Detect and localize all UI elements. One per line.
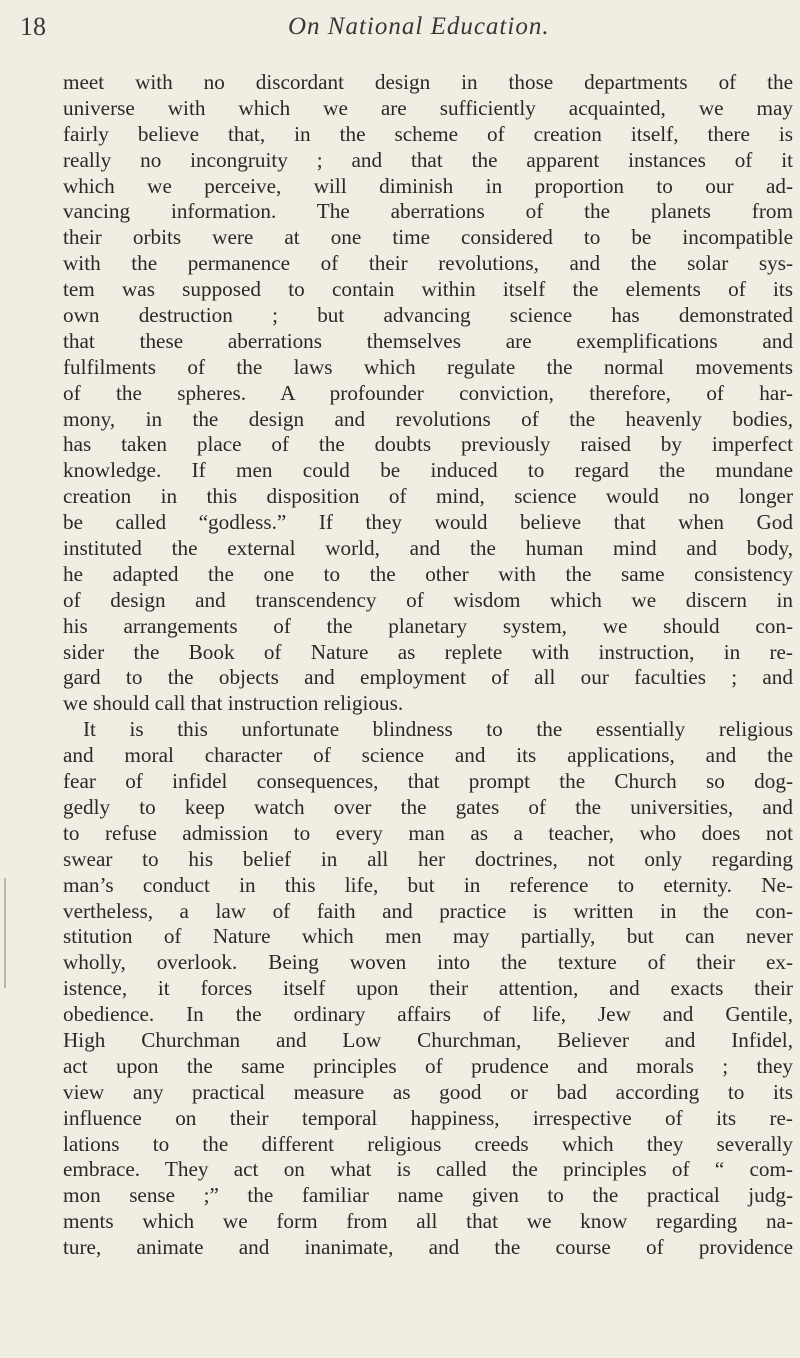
text-line: man’s conduct in this life, but in reference to eternity. Ne-: [63, 872, 793, 897]
text-line: ture, animate and inanimate, and the course of providence: [63, 1235, 793, 1260]
paragraph-start-line: It is this unfortunate blindness to the essentially religious: [83, 717, 793, 742]
text-line: mon sense ;” the familiar name given to the practical judg-: [63, 1183, 793, 1208]
text-line: of design and transcendency of wisdom which we discern in: [63, 587, 793, 612]
text-line: fulfilments of the laws which regulate the normal movements: [63, 354, 793, 379]
page-number: 18: [20, 12, 46, 41]
text-line: tem was supposed to contain within itself the elements of its: [63, 277, 793, 302]
text-line: mony, in the design and revolutions of the heavenly bodies,: [63, 406, 793, 431]
text-line: which we perceive, will diminish in proportion to our ad-: [63, 173, 793, 198]
text-line: act upon the same principles of prudence and morals ; they: [63, 1053, 793, 1078]
text-line: knowledge. If men could be induced to regard the mundane: [63, 458, 793, 483]
text-line: fear of infidel consequences, that prompt the Church so dog-: [63, 769, 793, 794]
text-line: instituted the external world, and the human mind and body,: [63, 536, 793, 561]
text-line: wholly, overlook. Being woven into the texture of their ex-: [63, 950, 793, 975]
text-line: fairly believe that, in the scheme of creation itself, there is: [63, 121, 793, 146]
text-line: with the permanence of their revolutions, and the solar sys-: [63, 251, 793, 276]
running-title: On National Education.: [288, 13, 550, 40]
text-line: be called “godless.” If they would believe that when God: [63, 510, 793, 535]
text-line: universe with which we are sufficiently acquainted, we may: [63, 95, 793, 120]
text-line: we should call that instruction religious.: [63, 691, 404, 716]
text-line: swear to his belief in all her doctrines, not only regarding: [63, 846, 793, 871]
text-line: has taken place of the doubts previously raised by imperfect: [63, 432, 793, 457]
text-line: gedly to keep watch over the gates of the universities, and: [63, 794, 793, 819]
text-line: vertheless, a law of faith and practice is written in the con-: [63, 898, 793, 923]
text-line: obedience. In the ordinary affairs of life, Jew and Gentile,: [63, 1002, 793, 1027]
text-line: view any practical measure as good or bad according to its: [63, 1079, 793, 1104]
text-line: High Churchman and Low Churchman, Believer and Infidel,: [63, 1027, 793, 1052]
text-line: creation in this disposition of mind, science would no longer: [63, 484, 793, 509]
text-line: stitution of Nature which men may partially, but can never: [63, 924, 793, 949]
text-line: vancing information. The aberrations of the planets from: [63, 199, 793, 224]
text-line: of the spheres. A profounder conviction, therefore, of har-: [63, 380, 793, 405]
text-line: sider the Book of Nature as replete with instruction, in re-: [63, 639, 793, 664]
text-line: and moral character of science and its applications, and the: [63, 743, 793, 768]
text-line: influence on their temporal happiness, irrespective of its re-: [63, 1105, 793, 1130]
text-line: meet with no discordant design in those departments of the: [63, 70, 793, 94]
text-line: gard to the objects and employment of all our faculties ; and: [63, 665, 793, 690]
text-line: his arrangements of the planetary system, we should con-: [63, 613, 793, 638]
text-line: own destruction ; but advancing science has demonstrated: [63, 303, 793, 328]
margin-pencil-mark: [4, 878, 6, 988]
text-line: he adapted the one to the other with the same consistency: [63, 561, 793, 586]
text-line: really no incongruity ; and that the apparent instances of it: [63, 147, 793, 172]
text-line: istence, it forces itself upon their attention, and exacts their: [63, 976, 793, 1001]
text-line: their orbits were at one time considered to be incompatible: [63, 225, 793, 250]
text-line: ments which we form from all that we know regarding na-: [63, 1209, 793, 1234]
text-line: that these aberrations themselves are exemplifications and: [63, 328, 793, 353]
text-line: lations to the different religious creeds which they severally: [63, 1131, 793, 1156]
body-text: [63, 70, 793, 1261]
text-line: embrace. They act on what is called the principles of “ com-: [63, 1157, 793, 1182]
text-line: to refuse admission to every man as a teacher, who does not: [63, 820, 793, 845]
